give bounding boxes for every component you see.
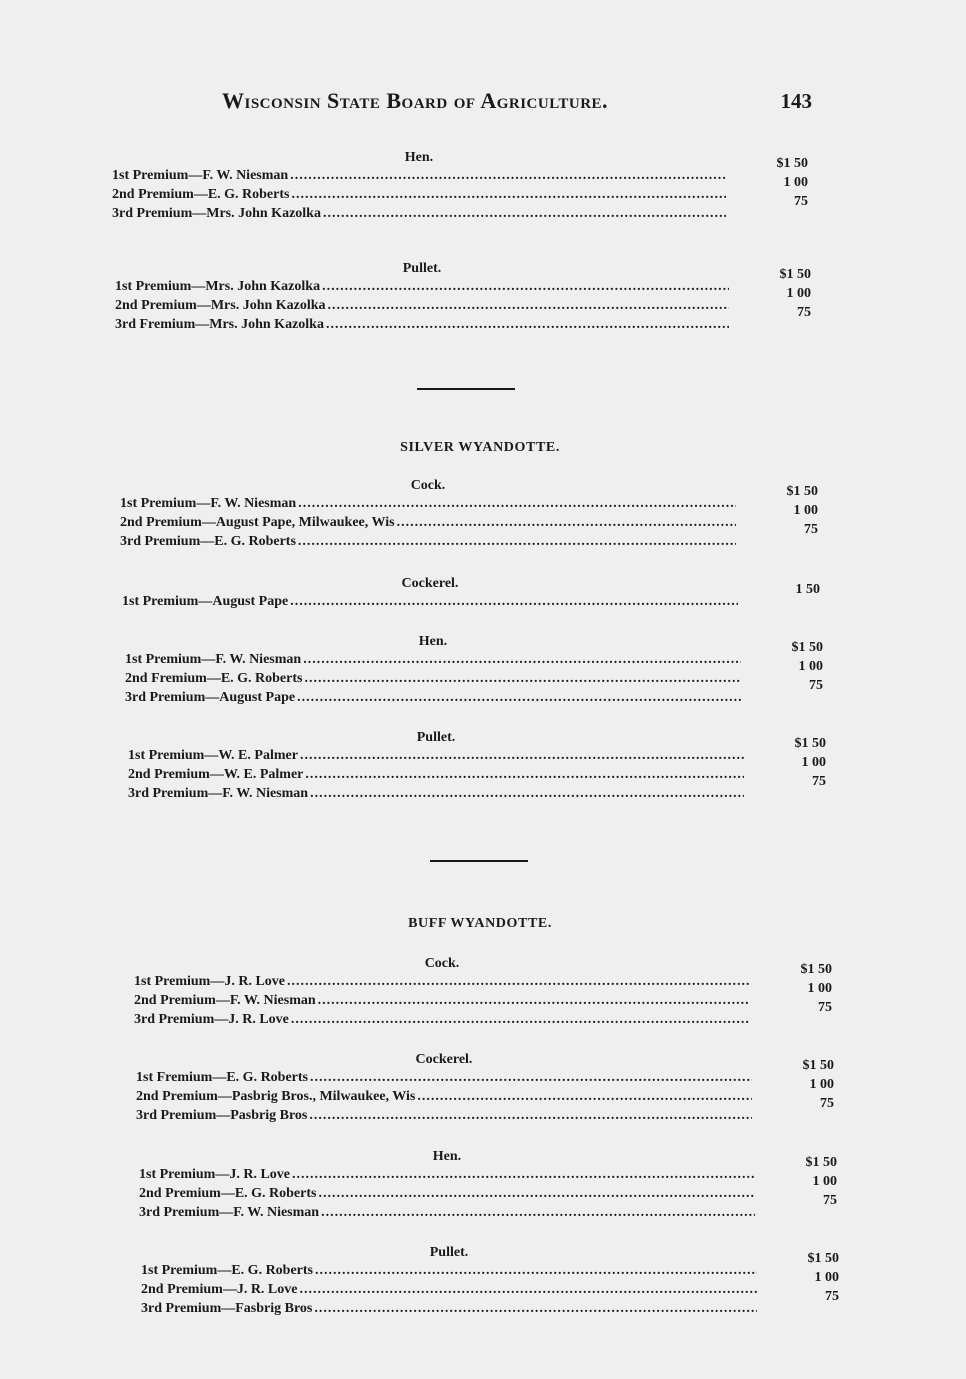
premium-entry bbox=[141, 1301, 757, 1320]
premium-section bbox=[128, 730, 826, 805]
winner-name: F. W. Niesman bbox=[222, 786, 309, 801]
premium-section bbox=[120, 478, 818, 553]
winner-name: Mrs. John Kazolka bbox=[206, 206, 321, 221]
winner-name: W. E. Palmer bbox=[223, 767, 304, 782]
premium-amount: $1 50 bbox=[800, 962, 832, 977]
entry-label bbox=[139, 1167, 290, 1183]
entry-label bbox=[134, 1012, 289, 1028]
entry-label bbox=[122, 594, 288, 610]
premium-amount: $1 50 bbox=[794, 736, 826, 751]
premium-place: 2nd Premium bbox=[134, 993, 216, 1008]
section-divider bbox=[417, 388, 515, 390]
winner-name: F. W. Niesman bbox=[215, 652, 302, 667]
entry-label bbox=[125, 652, 301, 668]
dot-leader bbox=[326, 317, 729, 333]
dash-separator: — bbox=[196, 496, 211, 511]
dash-separator: — bbox=[200, 534, 215, 549]
premium-entry bbox=[128, 748, 744, 767]
dot-leader bbox=[318, 1186, 755, 1202]
page-title: Wisconsin State Board of Agriculture. bbox=[222, 88, 609, 113]
premium-entry bbox=[128, 786, 744, 805]
entry-label bbox=[112, 168, 288, 184]
premium-entry bbox=[115, 298, 729, 317]
dot-leader bbox=[290, 594, 738, 610]
premium-section bbox=[125, 634, 823, 709]
winner-name: J. R. Love bbox=[229, 1167, 291, 1182]
premium-entry bbox=[136, 1070, 752, 1089]
premium-entry bbox=[120, 496, 736, 515]
premium-amount: 75 bbox=[818, 1000, 832, 1015]
entry-label bbox=[115, 279, 320, 295]
entry-label bbox=[139, 1186, 316, 1202]
premium-amount: 75 bbox=[794, 194, 808, 209]
premium-amount: 1 00 bbox=[783, 175, 808, 190]
section-heading: Cockerel. bbox=[401, 576, 459, 591]
premium-place: 3rd Premium bbox=[128, 786, 209, 801]
dash-separator: — bbox=[222, 1282, 237, 1297]
amount-column bbox=[778, 1058, 834, 1115]
amount-column bbox=[752, 156, 808, 213]
section-heading: Cock. bbox=[410, 478, 446, 493]
dot-leader bbox=[322, 279, 729, 295]
dot-leader bbox=[298, 496, 736, 512]
premium-amount: $1 50 bbox=[776, 156, 808, 171]
winner-name: Fasbrig Bros bbox=[235, 1301, 313, 1316]
premium-place: 1st Premium bbox=[120, 496, 197, 511]
entry-label bbox=[125, 690, 295, 706]
entry-label bbox=[136, 1089, 415, 1105]
premium-amount: $1 50 bbox=[802, 1058, 834, 1073]
amount-column bbox=[762, 484, 818, 541]
dot-leader bbox=[291, 1012, 750, 1028]
premium-place: 1st Premium bbox=[141, 1263, 218, 1278]
entry-label bbox=[120, 496, 296, 512]
page-number: 143 bbox=[780, 89, 812, 113]
premium-place: 1st Fremium bbox=[136, 1070, 213, 1085]
dash-separator: — bbox=[188, 168, 203, 183]
winner-name: E. G. Roberts bbox=[226, 1070, 309, 1085]
dot-leader bbox=[397, 515, 736, 531]
premium-amount: 75 bbox=[797, 305, 811, 320]
dot-leader bbox=[287, 974, 750, 990]
dot-leader bbox=[310, 1070, 752, 1086]
entry-label bbox=[120, 515, 395, 531]
premium-entry bbox=[122, 594, 738, 613]
dash-separator: — bbox=[206, 671, 221, 686]
winner-name: Pasbrig Bros., Milwaukee, Wis bbox=[231, 1089, 416, 1104]
premium-place: 1st Premium bbox=[115, 279, 192, 294]
entry-label bbox=[115, 298, 326, 314]
breed-class-title: SILVER WYANDOTTE. bbox=[400, 440, 560, 455]
premium-amount: 75 bbox=[823, 1193, 837, 1208]
winner-name: August Pape, Milwaukee, Wis bbox=[215, 515, 395, 530]
winner-name: Pasbrig Bros bbox=[230, 1108, 308, 1123]
premium-amount: $1 50 bbox=[807, 1251, 839, 1266]
premium-amount: $1 50 bbox=[791, 640, 823, 655]
premium-place: 1st Premium bbox=[112, 168, 189, 183]
premium-entry bbox=[115, 279, 729, 298]
section-heading: Hen. bbox=[432, 1149, 462, 1164]
section-heading: Cock. bbox=[424, 956, 460, 971]
winner-name: F. W. Niesman bbox=[202, 168, 289, 183]
premium-amount: 1 00 bbox=[807, 981, 832, 996]
premium-amount: $1 50 bbox=[805, 1155, 837, 1170]
amount-column bbox=[783, 1251, 839, 1308]
dot-leader bbox=[318, 993, 750, 1009]
premium-entry bbox=[136, 1089, 752, 1108]
winner-name: J. R. Love bbox=[228, 1012, 289, 1027]
dash-separator: — bbox=[217, 1089, 232, 1104]
dash-separator: — bbox=[193, 187, 208, 202]
winner-name: Mrs. John Kazolka bbox=[210, 298, 326, 313]
premium-place: 3rd Premium bbox=[112, 206, 193, 221]
winner-name: W. E. Palmer bbox=[218, 748, 298, 763]
premium-place: 1st Premium bbox=[139, 1167, 216, 1182]
section-heading: Pullet. bbox=[429, 1245, 469, 1260]
premium-amount: 1 00 bbox=[798, 659, 823, 674]
premium-amount: 75 bbox=[820, 1096, 834, 1111]
winner-name: J. R. Love bbox=[224, 974, 286, 989]
dash-separator: — bbox=[204, 748, 219, 763]
breed-class-title: BUFF WYANDOTTE. bbox=[408, 916, 552, 931]
premium-entry bbox=[134, 1012, 750, 1031]
premium-entry bbox=[139, 1205, 755, 1224]
entry-label bbox=[136, 1070, 308, 1086]
winner-name: E. G. Roberts bbox=[220, 671, 303, 686]
premium-place: 2nd Premium bbox=[141, 1282, 223, 1297]
entry-label bbox=[141, 1263, 313, 1279]
premium-amount: 75 bbox=[812, 774, 826, 789]
entry-label bbox=[134, 993, 316, 1009]
premium-place: 2nd Premium bbox=[112, 187, 194, 202]
dot-leader bbox=[417, 1089, 752, 1105]
section-divider bbox=[430, 860, 528, 862]
premium-entry bbox=[125, 652, 741, 671]
dash-separator: — bbox=[219, 1205, 234, 1220]
dot-leader bbox=[292, 1167, 755, 1183]
amount-column bbox=[767, 640, 823, 697]
premium-place: 3rd Premium bbox=[136, 1108, 217, 1123]
premium-section bbox=[141, 1245, 839, 1320]
entry-label bbox=[112, 206, 321, 222]
entry-label bbox=[128, 767, 303, 783]
section-heading: Cockerel. bbox=[415, 1052, 473, 1067]
winner-name: J. R. Love bbox=[236, 1282, 298, 1297]
section-heading: Hen. bbox=[404, 150, 434, 165]
premium-entry bbox=[125, 671, 741, 690]
dot-leader bbox=[297, 690, 741, 706]
premium-amount: 1 50 bbox=[795, 582, 820, 597]
running-header bbox=[222, 88, 812, 114]
premium-amount: 75 bbox=[809, 678, 823, 693]
dash-separator: — bbox=[215, 993, 230, 1008]
premium-amount: 1 00 bbox=[793, 503, 818, 518]
premium-amount: 1 00 bbox=[786, 286, 811, 301]
premium-section bbox=[134, 956, 832, 1031]
winner-name: F. W. Niesman bbox=[210, 496, 297, 511]
premium-section bbox=[122, 576, 820, 613]
dot-leader bbox=[305, 767, 744, 783]
winner-name: August Pape bbox=[212, 594, 289, 609]
dash-separator: — bbox=[205, 690, 220, 705]
premium-amount: $1 50 bbox=[786, 484, 818, 499]
entry-label bbox=[139, 1205, 319, 1221]
premium-place: 1st Premium bbox=[134, 974, 211, 989]
section-heading: Pullet. bbox=[402, 261, 442, 276]
premium-place: 2nd Fremium bbox=[125, 671, 207, 686]
dot-leader bbox=[328, 298, 729, 314]
premium-entry bbox=[136, 1108, 752, 1127]
premium-section bbox=[139, 1149, 837, 1224]
premium-place: 3rd Premium bbox=[141, 1301, 222, 1316]
dash-separator: — bbox=[216, 1108, 231, 1123]
dot-leader bbox=[290, 168, 726, 184]
premium-amount: 1 00 bbox=[809, 1077, 834, 1092]
winner-name: Mrs. John Kazolka bbox=[205, 279, 321, 294]
entry-label bbox=[128, 748, 298, 764]
amount-column bbox=[764, 582, 820, 601]
entry-label bbox=[120, 534, 296, 550]
premium-entry bbox=[125, 690, 741, 709]
premium-place: 2nd Premium bbox=[128, 767, 210, 782]
dot-leader bbox=[299, 1282, 757, 1298]
dot-leader bbox=[291, 187, 726, 203]
entry-label bbox=[134, 974, 285, 990]
dot-leader bbox=[303, 652, 741, 668]
dash-separator: — bbox=[209, 767, 224, 782]
winner-name: F. W. Niesman bbox=[229, 993, 316, 1008]
entry-label bbox=[128, 786, 308, 802]
dash-separator: — bbox=[195, 317, 210, 332]
dot-leader bbox=[304, 671, 741, 687]
amount-column bbox=[776, 962, 832, 1019]
premium-section bbox=[136, 1052, 834, 1127]
premium-entry bbox=[115, 317, 729, 336]
entry-label bbox=[125, 671, 302, 687]
premium-entry bbox=[139, 1186, 755, 1205]
section-heading: Hen. bbox=[418, 634, 448, 649]
premium-place: 3rd Premium bbox=[134, 1012, 215, 1027]
entry-label bbox=[115, 317, 324, 333]
dash-separator: — bbox=[201, 515, 216, 530]
premium-place: 2nd Premium bbox=[120, 515, 202, 530]
premium-entry bbox=[134, 974, 750, 993]
entry-label bbox=[141, 1282, 297, 1298]
premium-place: 2nd Premium bbox=[115, 298, 197, 313]
winner-name: E. G. Roberts bbox=[214, 534, 296, 549]
premium-entry bbox=[112, 187, 726, 206]
premium-place: 1st Premium bbox=[125, 652, 202, 667]
winner-name: E. G. Roberts bbox=[231, 1263, 314, 1278]
premium-entry bbox=[141, 1263, 757, 1282]
dot-leader bbox=[323, 206, 726, 222]
premium-amount: 75 bbox=[825, 1289, 839, 1304]
premium-place: 3rd Premium bbox=[139, 1205, 220, 1220]
winner-name: August Pape bbox=[219, 690, 296, 705]
dash-separator: — bbox=[208, 786, 223, 801]
dot-leader bbox=[321, 1205, 755, 1221]
entry-label bbox=[141, 1301, 312, 1317]
premium-amount: 1 00 bbox=[801, 755, 826, 770]
dash-separator: — bbox=[191, 279, 206, 294]
dash-separator: — bbox=[201, 652, 216, 667]
amount-column bbox=[755, 267, 811, 324]
dash-separator: — bbox=[214, 1012, 229, 1027]
dot-leader bbox=[315, 1263, 757, 1279]
dot-leader bbox=[300, 748, 744, 764]
winner-name: E. G. Roberts bbox=[234, 1186, 317, 1201]
premium-entry bbox=[112, 206, 726, 225]
premium-place: 3rd Fremium bbox=[115, 317, 196, 332]
winner-name: Mrs. John Kazolka bbox=[209, 317, 324, 332]
dash-separator: — bbox=[220, 1186, 235, 1201]
premium-amount: 75 bbox=[804, 522, 818, 537]
dash-separator: — bbox=[192, 206, 207, 221]
premium-section bbox=[112, 150, 808, 225]
premium-place: 3rd Premium bbox=[125, 690, 206, 705]
premium-entry bbox=[120, 515, 736, 534]
dash-separator: — bbox=[221, 1301, 236, 1316]
dot-leader bbox=[310, 786, 744, 802]
dash-separator: — bbox=[210, 974, 225, 989]
dash-separator: — bbox=[215, 1167, 230, 1182]
premium-section bbox=[115, 261, 811, 336]
winner-name: F. W. Niesman bbox=[233, 1205, 320, 1220]
dash-separator: — bbox=[212, 1070, 227, 1085]
premium-entry bbox=[128, 767, 744, 786]
dash-separator: — bbox=[217, 1263, 232, 1278]
dot-leader bbox=[309, 1108, 752, 1124]
premium-entry bbox=[112, 168, 726, 187]
entry-label bbox=[136, 1108, 307, 1124]
premium-entry bbox=[139, 1167, 755, 1186]
entry-label bbox=[112, 187, 289, 203]
premium-amount: 1 00 bbox=[814, 1270, 839, 1285]
premium-place: 3rd Premium bbox=[120, 534, 201, 549]
amount-column bbox=[770, 736, 826, 793]
premium-place: 1st Premium bbox=[122, 594, 199, 609]
amount-column bbox=[781, 1155, 837, 1212]
dash-separator: — bbox=[196, 298, 211, 313]
section-heading: Pullet. bbox=[416, 730, 456, 745]
premium-place: 2nd Premium bbox=[139, 1186, 221, 1201]
premium-amount: 1 00 bbox=[812, 1174, 837, 1189]
premium-entry bbox=[120, 534, 736, 553]
premium-place: 1st Premium bbox=[128, 748, 205, 763]
dot-leader bbox=[314, 1301, 757, 1317]
dash-separator: — bbox=[198, 594, 213, 609]
winner-name: E. G. Roberts bbox=[207, 187, 290, 202]
dot-leader bbox=[298, 534, 736, 550]
premium-place: 2nd Premium bbox=[136, 1089, 218, 1104]
premium-amount: $1 50 bbox=[779, 267, 811, 282]
premium-entry bbox=[134, 993, 750, 1012]
premium-entry bbox=[141, 1282, 757, 1301]
